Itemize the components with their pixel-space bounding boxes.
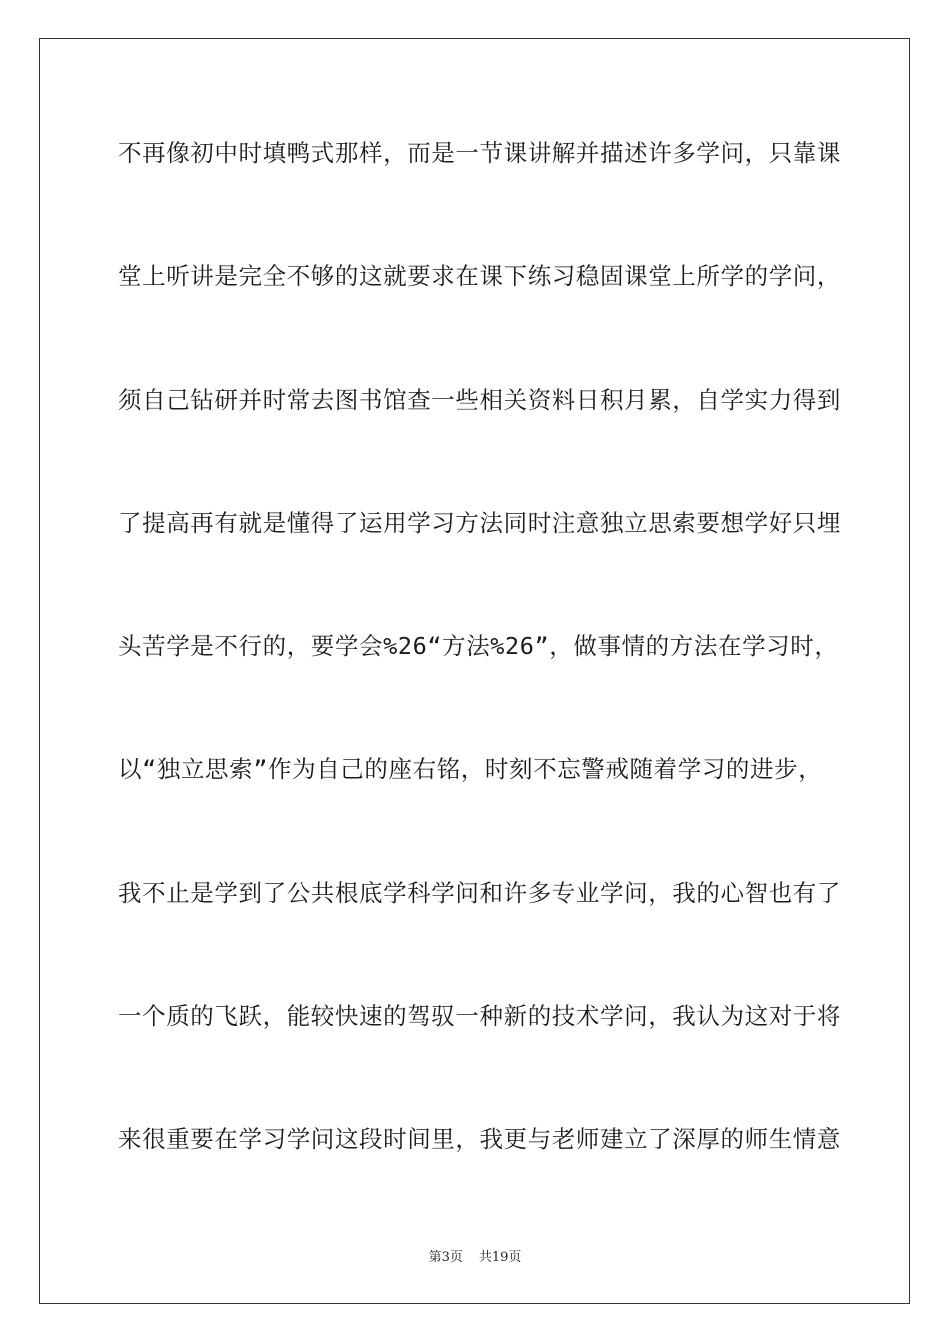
- document-body: [118, 130, 841, 1240]
- text-line: 不再像初中时填鸭式那样，而是一节课讲解并描述许多学问，只靠课: [118, 139, 841, 167]
- page-total: 共19页: [478, 1250, 522, 1265]
- text-line: 堂上听讲是完全不够的这就要求在课下练习稳固课堂上所学的学问，: [118, 262, 841, 291]
- page-footer: [0, 1246, 950, 1265]
- text-line: 须自己钻研并时常去图书馆查一些相关资料日积月累，自学实力得到: [118, 385, 841, 414]
- text-line: 了提高再有就是懂得了运用学习方法同时注意独立思索要想学好只埋: [118, 508, 841, 537]
- text-line: 一个质的飞跃，能较快速的驾驭一种新的技术学问，我认为这对于将: [118, 1002, 841, 1031]
- text-line: 来很重要在学习学问这段时间里，我更与老师建立了深厚的师生情意: [118, 1125, 841, 1154]
- text-line: 以“独立思索”作为自己的座右铭，时刻不忘警戒随着学习的进步，: [118, 755, 823, 784]
- page-number: 第3页: [428, 1250, 463, 1265]
- text-line: 头苦学是不行的，要学会%26“方法%26”，做事情的方法在学习时，: [118, 632, 839, 661]
- text-line: 我不止是学到了公共根底学科学问和许多专业学问，我的心智也有了: [118, 878, 841, 907]
